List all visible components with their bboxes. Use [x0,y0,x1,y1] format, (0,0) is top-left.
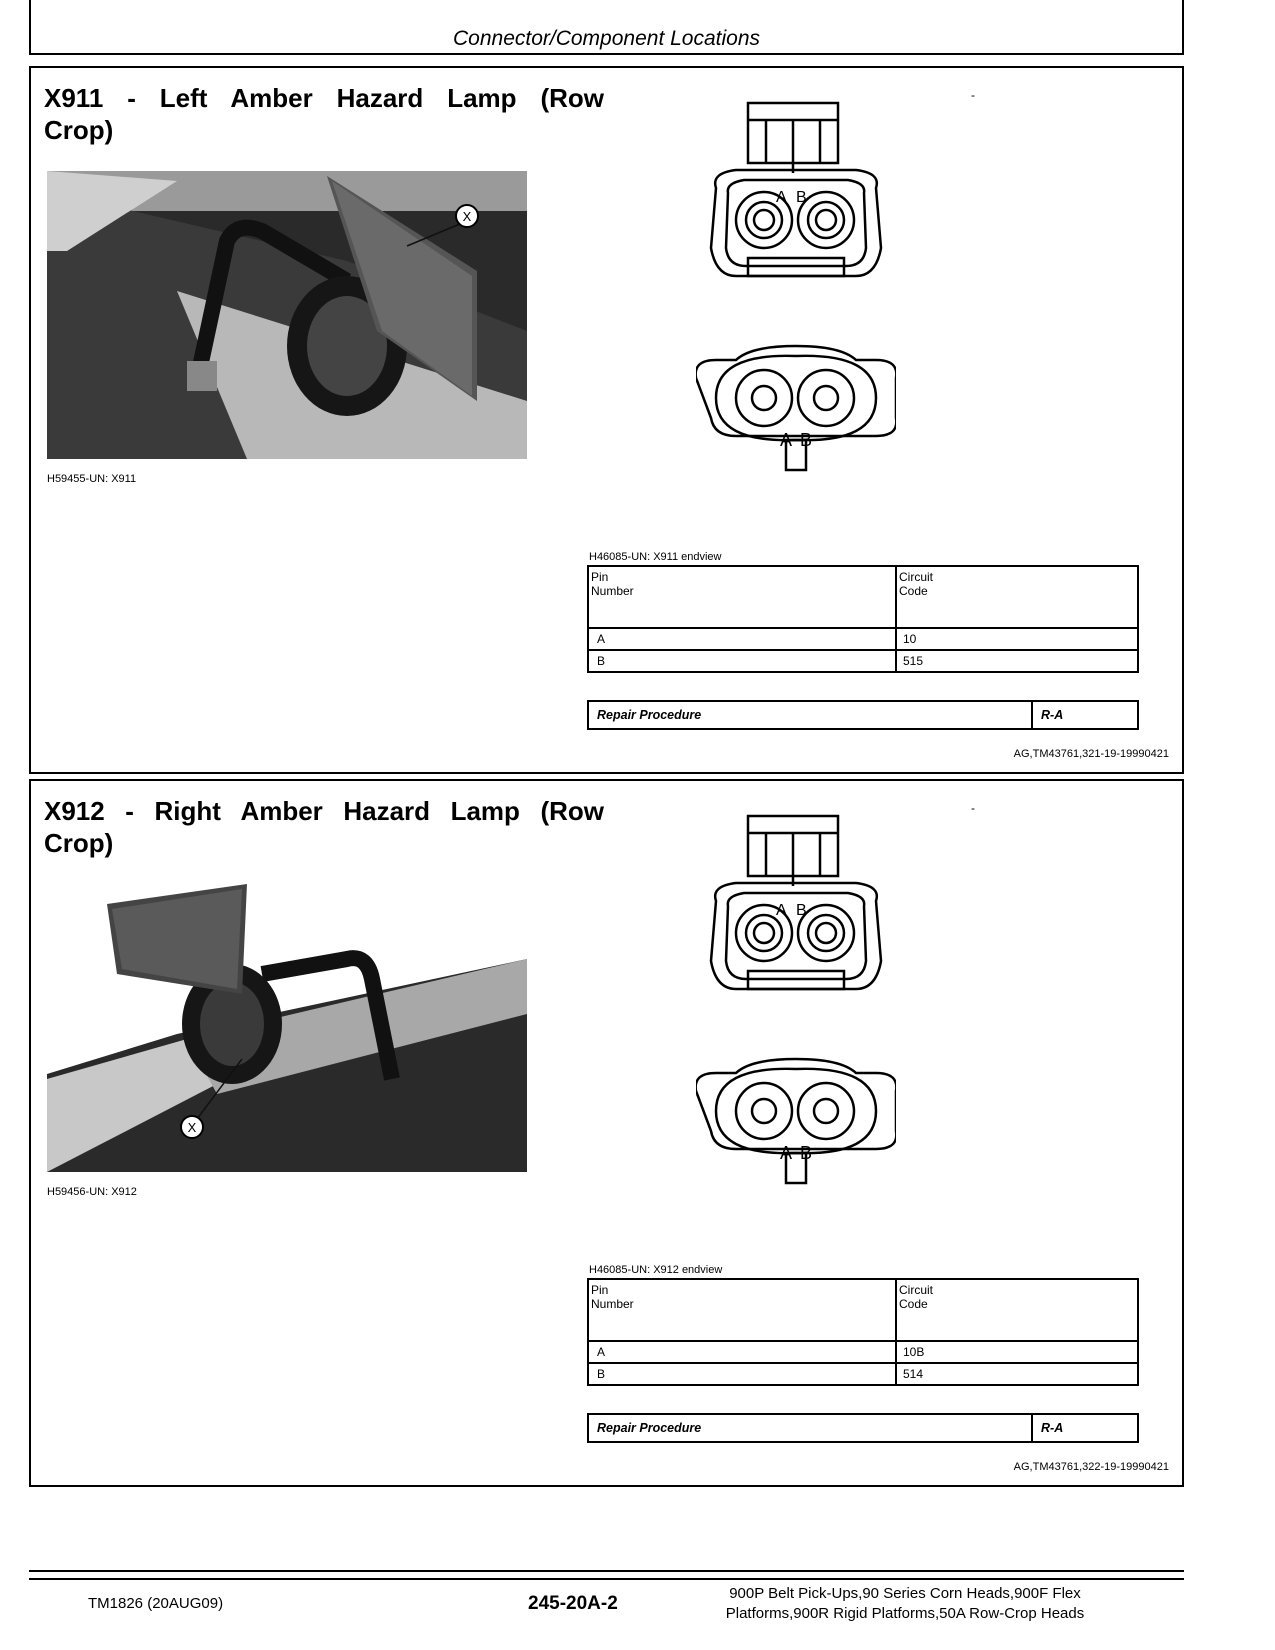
pin-table [587,1278,1139,1386]
circuit-code-header: Circuit Code [896,1279,1138,1341]
photo-caption: H59456-UN: X912 [47,1186,137,1198]
repair-procedure-table [587,700,1139,730]
connector-section-x912 [29,779,1184,1487]
pin-cell: A [588,1341,896,1363]
pin-label-a: A [780,1143,793,1163]
lamp-photo [47,171,527,459]
pin-number-header: Pin Number [588,1279,896,1341]
section-title: X912 - Right Amber Hazard Lamp (Row Crop) [44,796,604,858]
footer-manual-id: TM1826 (20AUG09) [88,1595,224,1612]
pin-table [587,565,1139,673]
pin-label-a: A [776,189,787,206]
dash-mark: - [971,88,975,102]
connector-endview-diagram [696,98,896,498]
pin-label-b: B [800,1143,813,1163]
table-row [588,650,1138,672]
connector-endview-diagram [696,811,896,1211]
table-row [588,628,1138,650]
repair-procedure-table [587,1413,1139,1443]
footer-product-list [680,1584,1130,1624]
repair-procedure-link[interactable]: R-A [1032,701,1138,729]
pin-label-b: B [796,189,807,206]
footer-rule-bottom [29,1578,1184,1580]
circuit-cell: 10 [896,628,1138,650]
pin-cell: B [588,650,896,672]
pin-label-b: B [796,902,807,919]
footer-page-number: 245-20A-2 [528,1593,618,1614]
endview-caption: H46085-UN: X912 endview [589,1264,723,1276]
table-row [588,1341,1138,1363]
pin-number-header: Pin Number [588,566,896,628]
page-header [29,0,1184,55]
callout-label: X [187,1120,197,1135]
circuit-cell: 514 [896,1363,1138,1385]
footer-product-line-2: Platforms,900R Rigid Platforms,50A Row-Crop Heads [725,1605,1085,1622]
pin-cell: B [588,1363,896,1385]
pin-label-a: A [780,430,793,450]
circuit-code-header: Circuit Code [896,566,1138,628]
photo-caption: H59455-UN: X911 [47,473,137,485]
dash-mark: - [971,801,975,815]
reference-code: AG,TM43761,321-19-19990421 [1013,748,1169,760]
repair-procedure-label: Repair Procedure [588,701,1032,729]
pin-label-b: B [800,430,813,450]
circuit-cell: 10B [896,1341,1138,1363]
callout-label: X [462,209,472,224]
section-title: X911 - Left Amber Hazard Lamp (Row Crop) [44,83,604,145]
repair-procedure-label: Repair Procedure [588,1414,1032,1442]
reference-code: AG,TM43761,322-19-19990421 [1013,1461,1169,1473]
page-title: Connector/Component Locations [452,27,761,50]
repair-procedure-link[interactable]: R-A [1032,1414,1138,1442]
footer-product-line-1: 900P Belt Pick-Ups,90 Series Corn Heads,900F Flex [729,1585,1081,1602]
lamp-photo [47,884,527,1172]
pin-label-a: A [776,902,787,919]
footer-rule-top [29,1570,1184,1572]
table-row [588,1363,1138,1385]
pin-cell: A [588,628,896,650]
connector-section-x911 [29,66,1184,774]
endview-caption: H46085-UN: X911 endview [589,551,722,563]
circuit-cell: 515 [896,650,1138,672]
